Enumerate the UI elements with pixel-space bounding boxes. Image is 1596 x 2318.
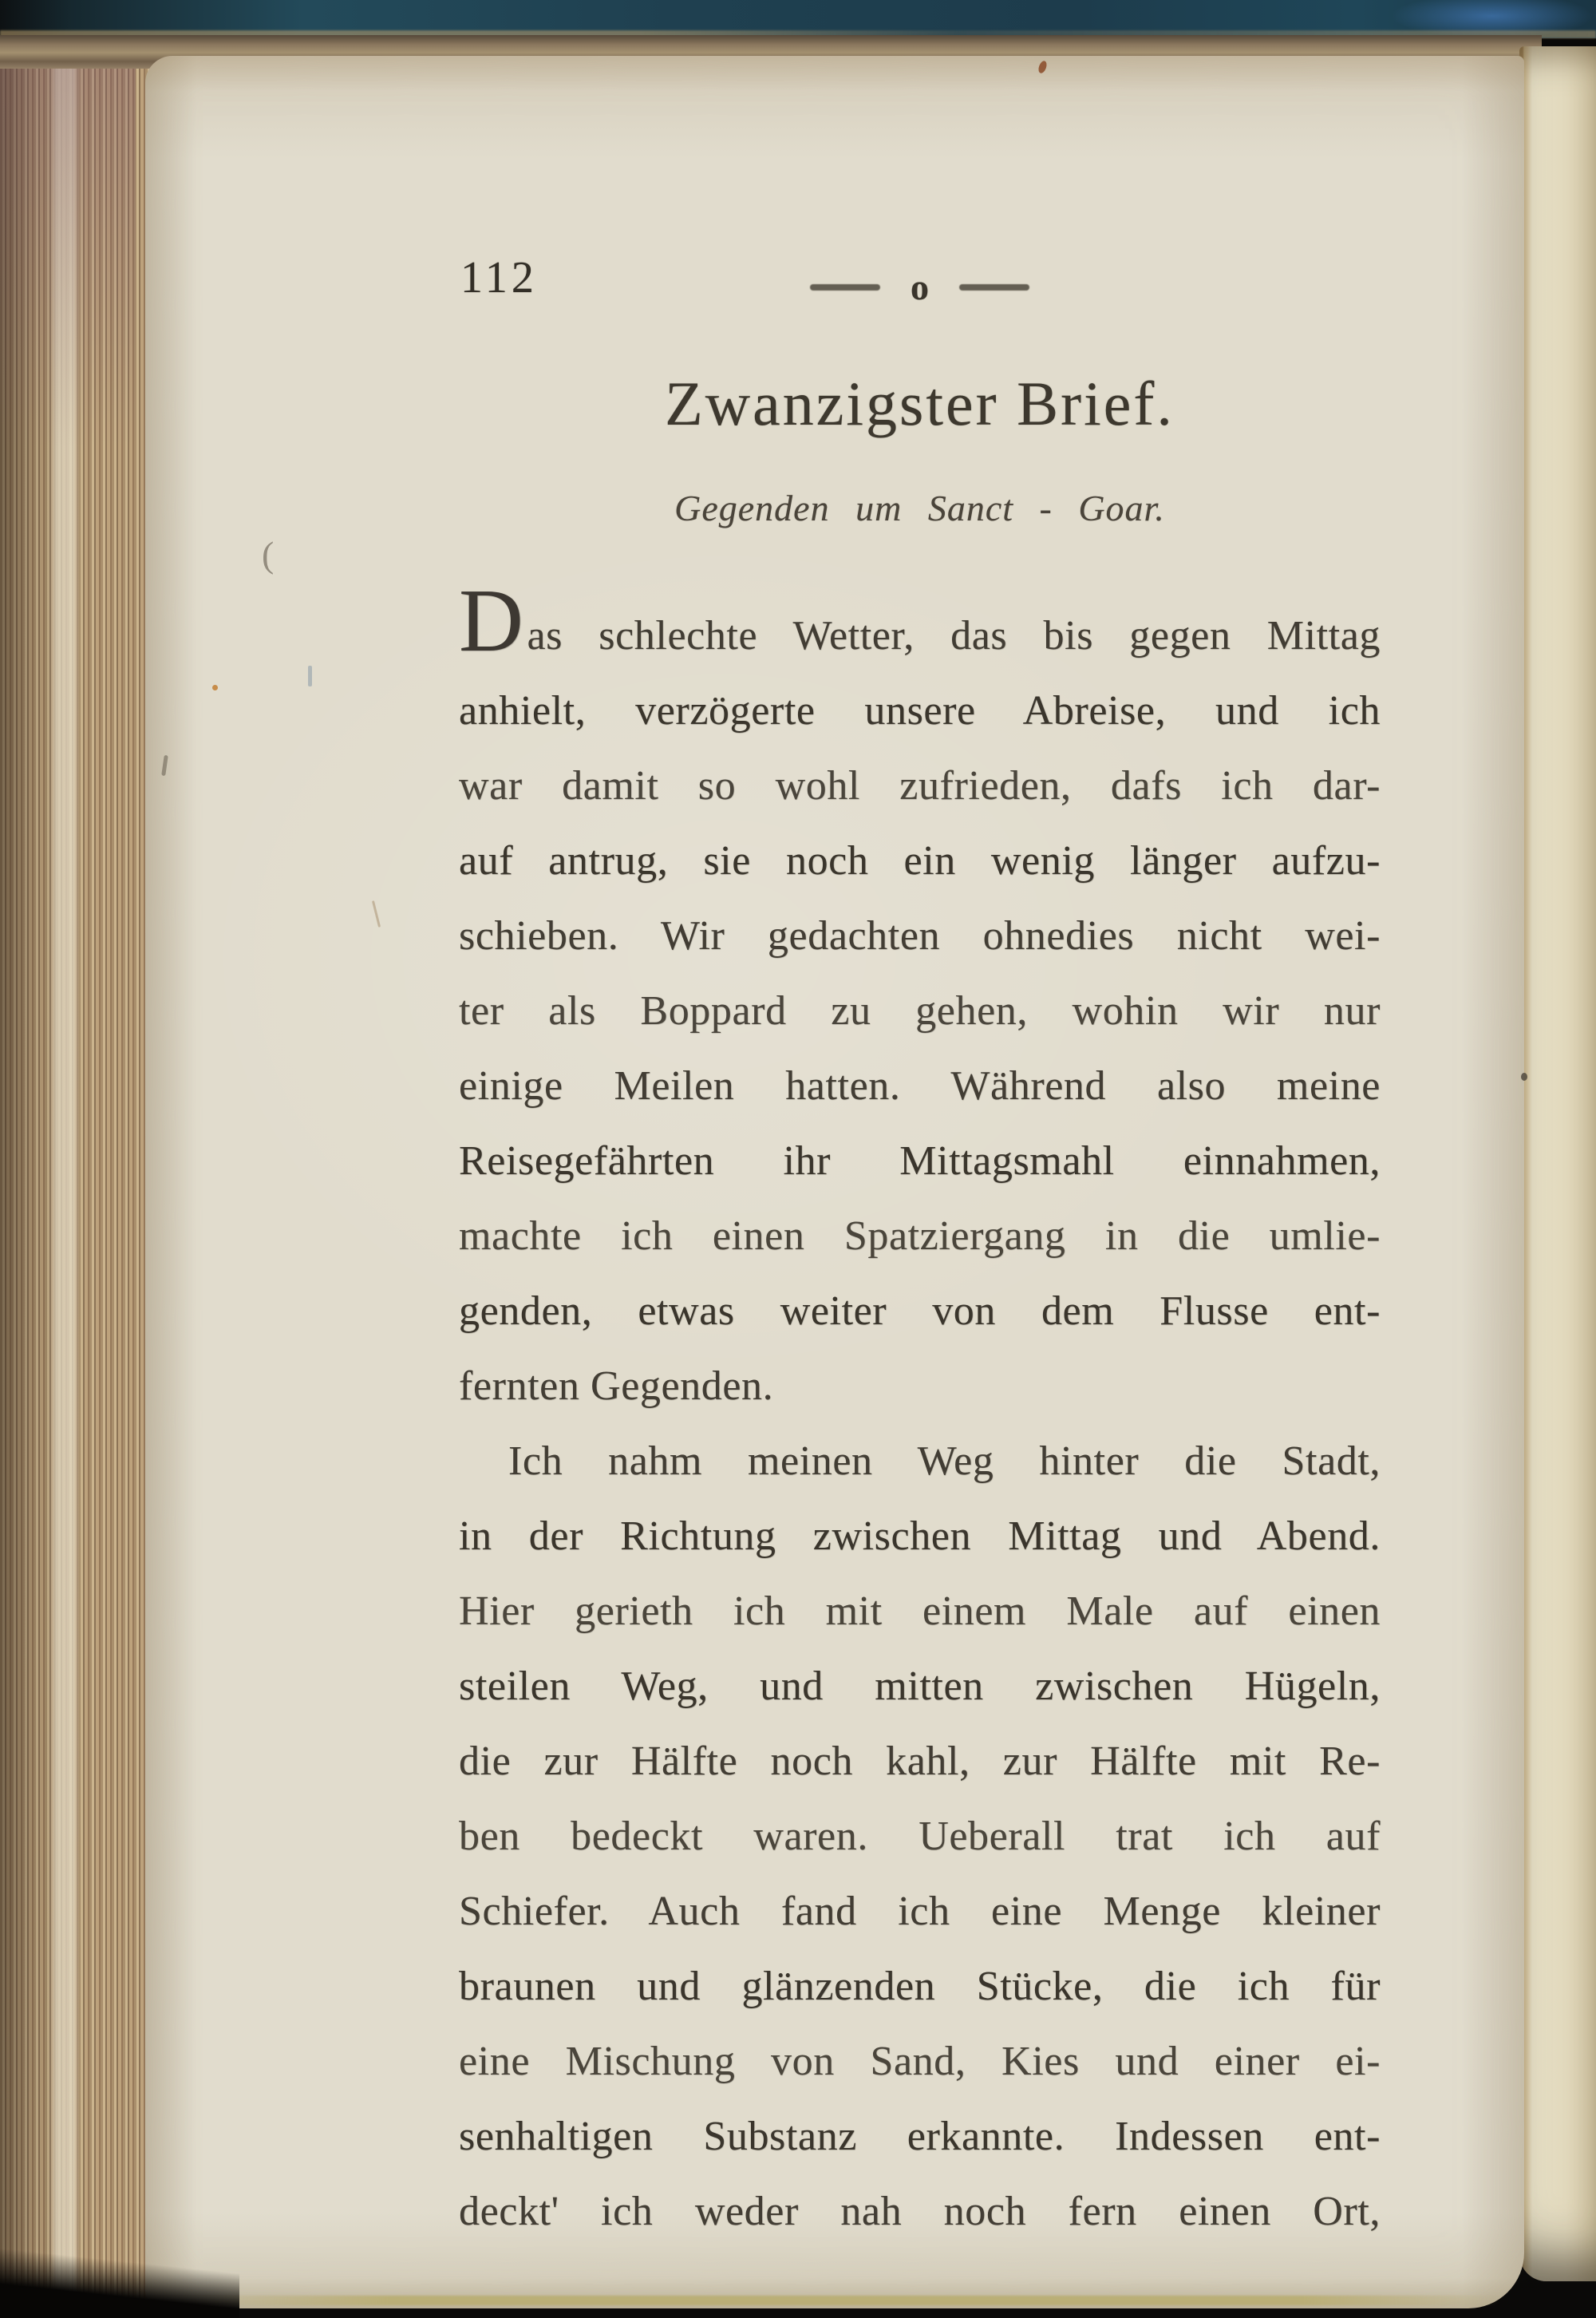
text-line: Schiefer. Auch fand ich eine Menge kleiner: [459, 1889, 1381, 1934]
page-number: 112: [460, 253, 538, 303]
text-line: war damit so wohl zufrieden, dafs ich dar-: [459, 763, 1381, 809]
ornament-circle: o: [911, 267, 929, 307]
text-line: braunen und glänzenden Stücke, die ich für: [459, 1964, 1381, 2009]
chapter-subtitle: Gegenden um Sanct - Goar.: [674, 488, 1165, 528]
stray-ink-mark: (: [262, 534, 275, 575]
text-line: eine Mischung von Sand, Kies und einer ei-: [459, 2039, 1381, 2084]
chapter-heading: Zwanzigster Brief.: [665, 369, 1175, 438]
text-line: Das schlechte Wetter, das bis gegen Mittag: [459, 572, 1381, 670]
text-line: schieben. Wir gedachten ohnedies nicht wei-: [459, 913, 1381, 959]
text-line: einige Meilen hatten. Während also meine: [459, 1063, 1381, 1109]
text-line: steilen Weg, und mitten zwischen Hügeln,: [459, 1663, 1381, 1709]
text-line: deckt' ich weder nah noch fern einen Ort,: [459, 2189, 1381, 2234]
paragraph: [459, 572, 1381, 1424]
page-stack-fore-edges: [0, 69, 169, 2318]
text-line: die zur Hälfte noch kahl, zur Hälfte mit Re-: [459, 1738, 1381, 1784]
body-text: [459, 572, 1381, 2249]
text-line: Ich nahm meinen Weg hinter die Stadt,: [508, 1438, 1381, 1484]
facing-page-edge: [1519, 46, 1596, 2281]
text-line: senhaltigen Substanz erkannte. Indessen ent-: [459, 2114, 1381, 2159]
text-line: Hier gerieth ich mit einem Male auf einen: [459, 1588, 1381, 1634]
text-line: fernten Gegenden.: [459, 1363, 774, 1409]
ornament-dash-right: [959, 284, 1029, 291]
text-line: ben bedeckt waren. Ueberall trat ich auf: [459, 1814, 1381, 1859]
text-line: Reisegefährten ihr Mittagsmahl einnahmen,: [459, 1138, 1381, 1184]
text-line: anhielt, verzögerte unsere Abreise, und ich: [459, 688, 1381, 734]
page-content: [459, 0, 1381, 2318]
paragraph: [459, 1424, 1381, 2249]
ornament-dash-left: [810, 284, 880, 291]
text-line: machte ich einen Spatziergang in die umlie-: [459, 1213, 1381, 1259]
header-ornament: [459, 267, 1381, 307]
drop-cap-initial: D: [459, 572, 524, 670]
text-line: ter als Boppard zu gehen, wohin wir nur: [459, 988, 1381, 1034]
shadow-bottom-left: [0, 2246, 239, 2318]
text-line: auf antrug, sie noch ein wenig länger aufzu-: [459, 838, 1381, 884]
text-line: genden, etwas weiter von dem Flusse ent-: [459, 1288, 1381, 1334]
text-line: in der Richtung zwischen Mittag und Abend.: [459, 1513, 1381, 1559]
